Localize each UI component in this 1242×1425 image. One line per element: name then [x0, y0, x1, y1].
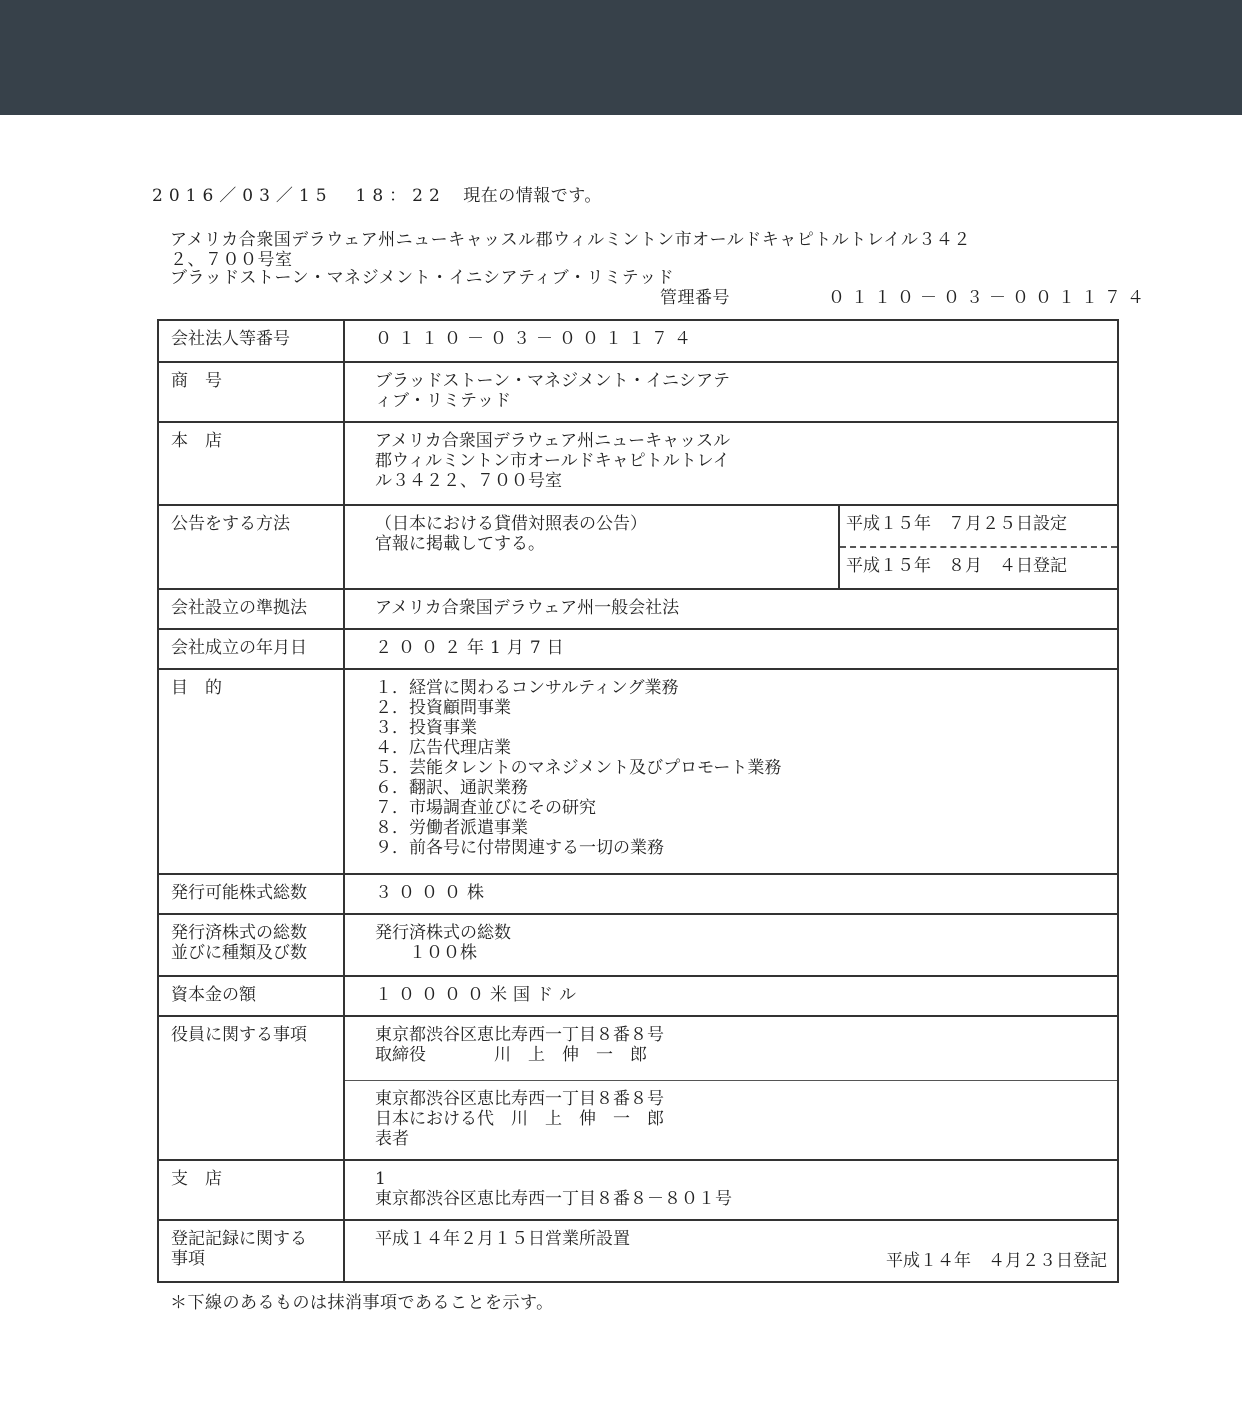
- table-row: [158, 589, 1118, 629]
- table-row: [158, 362, 1118, 422]
- table-row: [158, 320, 1118, 362]
- table-row: [158, 874, 1118, 914]
- table-row: [158, 1160, 1118, 1220]
- row-value: 発行済株式の総数 １００株: [344, 914, 1118, 976]
- table-row: [158, 629, 1118, 669]
- row-value: １００００米国ドル: [344, 976, 1118, 1016]
- control-number-label: 管理番号: [660, 288, 730, 308]
- table-row: [158, 1220, 1118, 1282]
- address-line-2: ２、７００号室: [170, 250, 293, 270]
- table-row: [158, 976, 1118, 1016]
- top-bar: [0, 0, 1242, 115]
- row-label: 会社設立の準拠法: [158, 589, 344, 629]
- company-name: ブラッドストーン・マネジメント・イニシアティブ・リミテッド: [170, 268, 675, 288]
- row-label: 目 的: [158, 669, 344, 874]
- footnote: ＊下線のあるものは抹消事項であることを示す。: [170, 1293, 554, 1313]
- row-value: ブラッドストーン・マネジメント・イニシアテ ィブ・リミテッド: [344, 362, 1118, 422]
- row-value-cell: [344, 1220, 1118, 1282]
- row-label: 登記記録に関する 事項: [158, 1220, 344, 1282]
- row-label: 支 店: [158, 1160, 344, 1220]
- table-row: [158, 914, 1118, 976]
- row-value: ２００２年1月7日: [344, 629, 1118, 669]
- row-value: ０１１０－０３－００１１７４: [344, 320, 1118, 362]
- row-label: 会社法人等番号: [158, 320, 344, 362]
- header-line: [152, 186, 602, 206]
- row-label: 発行可能株式総数: [158, 874, 344, 914]
- row-value: アメリカ合衆国デラウェア州ニューキャッスル 郡ウィルミントン市オールドキャピトルトレイ ル３４２２、７００号室: [344, 422, 1118, 505]
- row-value: １．経営に関わるコンサルティング業務 ２．投資顧問事業 ３．投資事業 ４．広告代理店業 ５．芸能タレントのマネジメント及びプロモート業務 ６．翻訳、通訳業務 ７．市場調査並びにその研究 ８．労働者派遣事業 ９．前各号に付帯関連する一切の業務: [344, 669, 1118, 874]
- date-set: 平成１５年 ７月２５日設定: [839, 505, 1118, 547]
- address-line-1: アメリカ合衆国デラウェア州ニューキャッスル郡ウィルミントン市オールドキャピトルトレイル３４２: [170, 230, 971, 250]
- row-value: 1 東京都渋谷区恵比寿西一丁目８番８－８０１号: [344, 1160, 1118, 1220]
- registry-table: [157, 319, 1119, 1283]
- row-label: 本 店: [158, 422, 344, 505]
- row-label: 役員に関する事項: [158, 1016, 344, 1160]
- table-row: [158, 1016, 1118, 1080]
- row-value: 東京都渋谷区恵比寿西一丁目８番８号 取締役 川 上 伸 一 郎: [344, 1016, 1118, 1080]
- row-value: 平成１４年２月１５日営業所設置: [375, 1229, 630, 1249]
- row-label: 公告をする方法: [158, 505, 344, 589]
- date-registered: 平成１５年 ８月 ４日登記: [839, 547, 1118, 589]
- table-row: [158, 422, 1118, 505]
- row-value: （日本における貸借対照表の公告） 官報に掲載してする。: [344, 505, 839, 589]
- date-registered: 平成１４年 ４月２３日登記: [886, 1251, 1107, 1271]
- table-row: [158, 505, 1118, 547]
- row-label: 会社成立の年月日: [158, 629, 344, 669]
- timestamp: 2016／03／15 18：22: [152, 186, 446, 206]
- timestamp-suffix: 現在の情報です。: [463, 186, 602, 206]
- table-row: [158, 669, 1118, 874]
- control-number: ０１１０－０３－００１１７４: [828, 288, 1150, 308]
- row-label: 資本金の額: [158, 976, 344, 1016]
- row-value: アメリカ合衆国デラウェア州一般会社法: [344, 589, 1118, 629]
- row-label: 商 号: [158, 362, 344, 422]
- row-label: 発行済株式の総数 並びに種類及び数: [158, 914, 344, 976]
- row-value: ３０００株: [344, 874, 1118, 914]
- row-value-2: 東京都渋谷区恵比寿西一丁目８番８号 日本における代 川 上 伸 一 郎 表者: [344, 1080, 1118, 1160]
